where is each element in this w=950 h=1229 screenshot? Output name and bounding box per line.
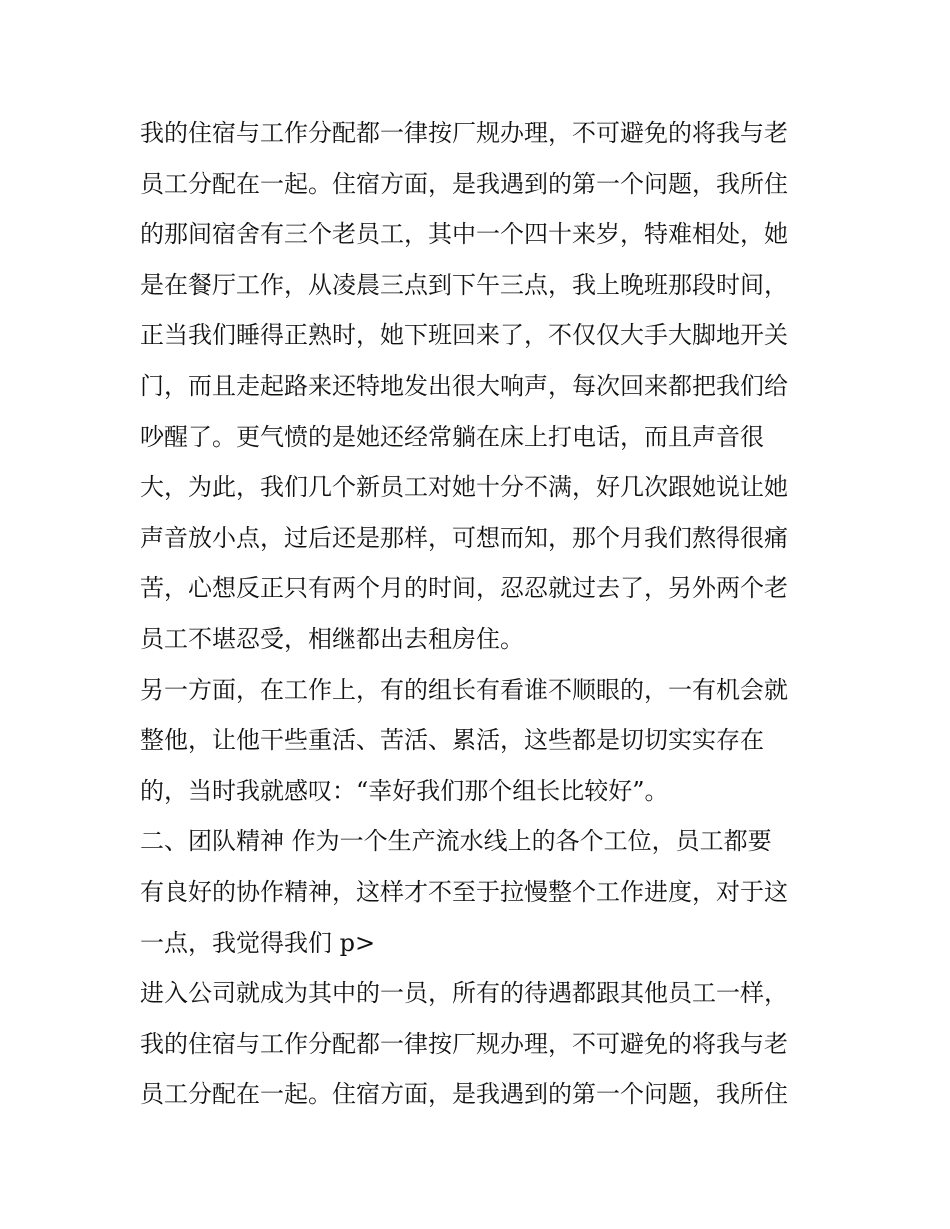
text-line: 是在餐厅工作，从凌晨三点到下午三点，我上晚班那段时间， bbox=[140, 270, 788, 299]
text-line: 员工分配在一起。住宿方面，是我遇到的第一个问题，我所住 bbox=[140, 169, 788, 198]
text-line: 员工分配在一起。住宿方面，是我遇到的第一个问题，我所住 bbox=[140, 1080, 788, 1109]
text-line: 门，而且走起路来还特地发出很大响声，每次回来都把我们给 bbox=[140, 371, 788, 400]
text-line: 的，当时我就感叹：“幸好我们那个组长比较好”。 bbox=[140, 776, 669, 805]
text-line: 吵醒了。更气愤的是她还经常躺在床上打电话，而且声音很 bbox=[140, 422, 764, 451]
text-line: 一点，我觉得我们 p> bbox=[140, 928, 376, 957]
text-line: 另一方面，在工作上，有的组长有看谁不顺眼的，一有机会就 bbox=[140, 675, 788, 704]
text-line: 声音放小点，过后还是那样，可想而知，那个月我们熬得很痛 bbox=[140, 523, 788, 552]
text-line: 的那间宿舍有三个老员工，其中一个四十来岁，特难相处，她 bbox=[140, 220, 788, 249]
text-line: 正当我们睡得正熟时，她下班回来了，不仅仅大手大脚地开关 bbox=[140, 321, 788, 350]
text-line: 有良好的协作精神，这样才不至于拉慢整个工作进度，对于这 bbox=[140, 877, 788, 906]
text-line: 整他，让他干些重活、苦活、累活，这些都是切切实实存在 bbox=[140, 726, 764, 755]
text-line: 二、团队精神 作为一个生产流水线上的各个工位，员工都要 bbox=[140, 827, 772, 856]
document-body bbox=[140, 108, 830, 1120]
text-line: 我的住宿与工作分配都一律按厂规办理，不可避免的将我与老 bbox=[140, 1029, 788, 1058]
text-line: 员工不堪忍受，相继都出去租房住。 bbox=[140, 624, 524, 653]
text-line: 我的住宿与工作分配都一律按厂规办理，不可避免的将我与老 bbox=[140, 119, 788, 147]
text-line: 苦，心想反正只有两个月的时间，忍忍就过去了，另外两个老 bbox=[140, 574, 788, 603]
text-line: 大，为此，我们几个新员工对她十分不满，好几次跟她说让她 bbox=[140, 473, 788, 502]
text-line: 进入公司就成为其中的一员，所有的待遇都跟其他员工一样， bbox=[140, 979, 788, 1008]
